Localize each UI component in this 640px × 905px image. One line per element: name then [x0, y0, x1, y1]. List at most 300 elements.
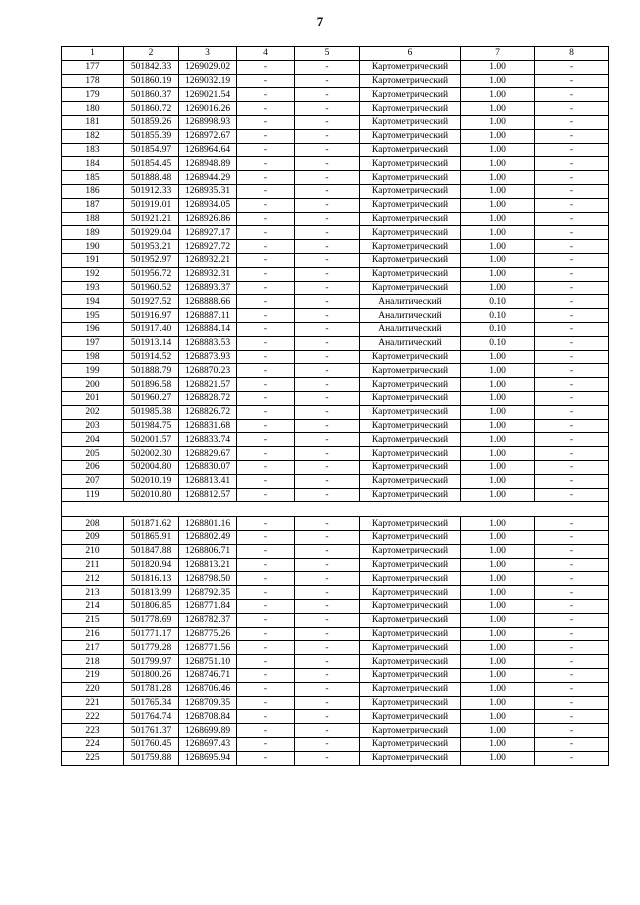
y-coordinate-cell: 1268802.49 — [179, 531, 237, 545]
col4-cell: - — [237, 102, 295, 116]
x-coordinate-cell: 501859.26 — [124, 115, 179, 129]
col4-cell: - — [237, 88, 295, 102]
col4-cell: - — [237, 309, 295, 323]
y-coordinate-cell: 1268926.86 — [179, 212, 237, 226]
y-coordinate-cell: 1268813.21 — [179, 558, 237, 572]
x-coordinate-cell: 501913.14 — [124, 336, 179, 350]
point-number-cell: 204 — [62, 433, 124, 447]
method-cell: Картометрический — [360, 350, 461, 364]
table-row — [62, 544, 609, 558]
col5-cell: - — [295, 710, 360, 724]
col8-cell: - — [535, 322, 609, 336]
col4-cell: - — [237, 751, 295, 765]
column-header: 2 — [124, 47, 179, 61]
y-coordinate-cell: 1268927.17 — [179, 226, 237, 240]
col4-cell: - — [237, 60, 295, 74]
x-coordinate-cell: 501917.40 — [124, 322, 179, 336]
table-row — [62, 115, 609, 129]
x-coordinate-cell: 501952.97 — [124, 253, 179, 267]
accuracy-cell: 1.00 — [461, 627, 535, 641]
y-coordinate-cell: 1269016.26 — [179, 102, 237, 116]
col5-cell: - — [295, 336, 360, 350]
col4-cell: - — [237, 696, 295, 710]
method-cell: Картометрический — [360, 391, 461, 405]
x-coordinate-cell: 501916.97 — [124, 309, 179, 323]
accuracy-cell: 0.10 — [461, 336, 535, 350]
col5-cell: - — [295, 129, 360, 143]
y-coordinate-cell: 1268948.89 — [179, 157, 237, 171]
y-coordinate-cell: 1268830.07 — [179, 460, 237, 474]
col4-cell: - — [237, 267, 295, 281]
col4-cell: - — [237, 517, 295, 531]
table-row — [62, 226, 609, 240]
accuracy-cell: 1.00 — [461, 738, 535, 752]
col4-cell: - — [237, 600, 295, 614]
col8-cell: - — [535, 212, 609, 226]
accuracy-cell: 1.00 — [461, 378, 535, 392]
point-number-cell: 217 — [62, 641, 124, 655]
method-cell: Аналитический — [360, 336, 461, 350]
method-cell: Аналитический — [360, 295, 461, 309]
x-coordinate-cell: 501842.33 — [124, 60, 179, 74]
col4-cell: - — [237, 281, 295, 295]
col5-cell: - — [295, 682, 360, 696]
accuracy-cell: 1.00 — [461, 613, 535, 627]
accuracy-cell: 1.00 — [461, 88, 535, 102]
point-number-cell: 181 — [62, 115, 124, 129]
col8-cell: - — [535, 572, 609, 586]
point-number-cell: 205 — [62, 447, 124, 461]
x-coordinate-cell: 501800.26 — [124, 669, 179, 683]
point-number-cell: 193 — [62, 281, 124, 295]
col5-cell: - — [295, 641, 360, 655]
col5-cell: - — [295, 115, 360, 129]
point-number-cell: 218 — [62, 655, 124, 669]
method-cell: Картометрический — [360, 474, 461, 488]
table-row — [62, 212, 609, 226]
col8-cell: - — [535, 488, 609, 502]
x-coordinate-cell: 502004.80 — [124, 460, 179, 474]
page-number: 7 — [316, 14, 324, 29]
col5-cell: - — [295, 184, 360, 198]
col4-cell: - — [237, 433, 295, 447]
col4-cell: - — [237, 627, 295, 641]
col8-cell: - — [535, 129, 609, 143]
method-cell: Картометрический — [360, 143, 461, 157]
accuracy-cell: 1.00 — [461, 544, 535, 558]
table-row — [62, 613, 609, 627]
x-coordinate-cell: 501779.28 — [124, 641, 179, 655]
x-coordinate-cell: 501927.52 — [124, 295, 179, 309]
method-cell: Картометрический — [360, 88, 461, 102]
y-coordinate-cell: 1268695.94 — [179, 751, 237, 765]
method-cell: Картометрический — [360, 460, 461, 474]
col8-cell: - — [535, 184, 609, 198]
col5-cell: - — [295, 198, 360, 212]
col8-cell: - — [535, 669, 609, 683]
x-coordinate-cell: 501912.33 — [124, 184, 179, 198]
accuracy-cell: 1.00 — [461, 433, 535, 447]
method-cell: Картометрический — [360, 253, 461, 267]
accuracy-cell: 1.00 — [461, 60, 535, 74]
point-number-cell: 190 — [62, 240, 124, 254]
method-cell: Картометрический — [360, 696, 461, 710]
col4-cell: - — [237, 350, 295, 364]
y-coordinate-cell: 1268826.72 — [179, 405, 237, 419]
x-coordinate-cell: 501896.58 — [124, 378, 179, 392]
table-row — [62, 600, 609, 614]
column-header: 4 — [237, 47, 295, 61]
method-cell: Картометрический — [360, 405, 461, 419]
method-cell: Картометрический — [360, 531, 461, 545]
x-coordinate-cell: 501984.75 — [124, 419, 179, 433]
table-row — [62, 641, 609, 655]
col8-cell: - — [535, 391, 609, 405]
table-row — [62, 364, 609, 378]
accuracy-cell: 1.00 — [461, 751, 535, 765]
y-coordinate-cell: 1268932.31 — [179, 267, 237, 281]
table-row — [62, 350, 609, 364]
method-cell: Картометрический — [360, 74, 461, 88]
col8-cell: - — [535, 198, 609, 212]
accuracy-cell: 1.00 — [461, 267, 535, 281]
x-coordinate-cell: 501855.39 — [124, 129, 179, 143]
method-cell: Картометрический — [360, 517, 461, 531]
col5-cell: - — [295, 517, 360, 531]
y-coordinate-cell: 1268821.57 — [179, 378, 237, 392]
point-number-cell: 191 — [62, 253, 124, 267]
point-number-cell: 202 — [62, 405, 124, 419]
col4-cell: - — [237, 322, 295, 336]
col8-cell: - — [535, 102, 609, 116]
accuracy-cell: 1.00 — [461, 226, 535, 240]
col4-cell: - — [237, 669, 295, 683]
col4-cell: - — [237, 558, 295, 572]
col8-cell: - — [535, 171, 609, 185]
col8-cell: - — [535, 710, 609, 724]
method-cell: Картометрический — [360, 267, 461, 281]
col4-cell: - — [237, 157, 295, 171]
method-cell: Картометрический — [360, 641, 461, 655]
method-cell: Картометрический — [360, 600, 461, 614]
col8-cell: - — [535, 60, 609, 74]
col4-cell: - — [237, 115, 295, 129]
accuracy-cell: 1.00 — [461, 517, 535, 531]
y-coordinate-cell: 1268706.46 — [179, 682, 237, 696]
coordinates-table — [61, 46, 609, 766]
x-coordinate-cell: 501960.27 — [124, 391, 179, 405]
table-row — [62, 198, 609, 212]
method-cell: Картометрический — [360, 682, 461, 696]
x-coordinate-cell: 501960.52 — [124, 281, 179, 295]
table-row — [62, 531, 609, 545]
col5-cell: - — [295, 378, 360, 392]
y-coordinate-cell: 1268964.64 — [179, 143, 237, 157]
col8-cell: - — [535, 364, 609, 378]
accuracy-cell: 1.00 — [461, 531, 535, 545]
point-number-cell: 188 — [62, 212, 124, 226]
point-number-cell: 187 — [62, 198, 124, 212]
point-number-cell: 210 — [62, 544, 124, 558]
x-coordinate-cell: 501888.48 — [124, 171, 179, 185]
col5-cell: - — [295, 240, 360, 254]
col4-cell: - — [237, 184, 295, 198]
method-cell: Картометрический — [360, 586, 461, 600]
x-coordinate-cell: 501816.13 — [124, 572, 179, 586]
y-coordinate-cell: 1268697.43 — [179, 738, 237, 752]
table-row — [62, 281, 609, 295]
x-coordinate-cell: 501921.21 — [124, 212, 179, 226]
col5-cell: - — [295, 157, 360, 171]
accuracy-cell: 1.00 — [461, 240, 535, 254]
col8-cell: - — [535, 143, 609, 157]
accuracy-cell: 1.00 — [461, 600, 535, 614]
table-row — [62, 378, 609, 392]
y-coordinate-cell: 1268801.16 — [179, 517, 237, 531]
col5-cell: - — [295, 724, 360, 738]
accuracy-cell: 1.00 — [461, 488, 535, 502]
col5-cell: - — [295, 531, 360, 545]
col4-cell: - — [237, 488, 295, 502]
accuracy-cell: 1.00 — [461, 655, 535, 669]
col8-cell: - — [535, 405, 609, 419]
col4-cell: - — [237, 572, 295, 586]
table-row — [62, 74, 609, 88]
table-row — [62, 143, 609, 157]
table-row — [62, 419, 609, 433]
point-number-cell: 207 — [62, 474, 124, 488]
col4-cell: - — [237, 724, 295, 738]
accuracy-cell: 1.00 — [461, 391, 535, 405]
x-coordinate-cell: 501953.21 — [124, 240, 179, 254]
table-row — [62, 309, 609, 323]
col4-cell: - — [237, 655, 295, 669]
y-coordinate-cell: 1268813.41 — [179, 474, 237, 488]
col4-cell: - — [237, 240, 295, 254]
col4-cell: - — [237, 613, 295, 627]
point-number-cell: 179 — [62, 88, 124, 102]
table-row — [62, 295, 609, 309]
y-coordinate-cell: 1268709.35 — [179, 696, 237, 710]
y-coordinate-cell: 1268771.84 — [179, 600, 237, 614]
table-row — [62, 336, 609, 350]
col4-cell: - — [237, 641, 295, 655]
col4-cell: - — [237, 460, 295, 474]
x-coordinate-cell: 501781.28 — [124, 682, 179, 696]
y-coordinate-cell: 1268699.89 — [179, 724, 237, 738]
col4-cell: - — [237, 226, 295, 240]
table-row — [62, 322, 609, 336]
table-row — [62, 627, 609, 641]
x-coordinate-cell: 502010.80 — [124, 488, 179, 502]
col5-cell: - — [295, 696, 360, 710]
y-coordinate-cell: 1268708.84 — [179, 710, 237, 724]
y-coordinate-cell: 1268972.67 — [179, 129, 237, 143]
table-row — [62, 488, 609, 502]
col5-cell: - — [295, 474, 360, 488]
col4-cell: - — [237, 738, 295, 752]
method-cell: Картометрический — [360, 488, 461, 502]
x-coordinate-cell: 501806.85 — [124, 600, 179, 614]
accuracy-cell: 1.00 — [461, 696, 535, 710]
y-coordinate-cell: 1268812.57 — [179, 488, 237, 502]
col5-cell: - — [295, 572, 360, 586]
col5-cell: - — [295, 60, 360, 74]
table-row — [62, 60, 609, 74]
x-coordinate-cell: 501860.37 — [124, 88, 179, 102]
point-number-cell: 222 — [62, 710, 124, 724]
col4-cell: - — [237, 447, 295, 461]
accuracy-cell: 0.10 — [461, 309, 535, 323]
accuracy-cell: 1.00 — [461, 129, 535, 143]
column-header: 5 — [295, 47, 360, 61]
col8-cell: - — [535, 474, 609, 488]
method-cell: Картометрический — [360, 212, 461, 226]
col4-cell: - — [237, 143, 295, 157]
y-coordinate-cell: 1268831.68 — [179, 419, 237, 433]
method-cell: Картометрический — [360, 710, 461, 724]
method-cell: Картометрический — [360, 544, 461, 558]
table-row — [62, 405, 609, 419]
col5-cell: - — [295, 171, 360, 185]
y-coordinate-cell: 1269029.02 — [179, 60, 237, 74]
method-cell: Картометрический — [360, 613, 461, 627]
x-coordinate-cell: 501771.17 — [124, 627, 179, 641]
table-row — [62, 710, 609, 724]
point-number-cell: 215 — [62, 613, 124, 627]
accuracy-cell: 1.00 — [461, 184, 535, 198]
x-coordinate-cell: 502002.30 — [124, 447, 179, 461]
col5-cell: - — [295, 544, 360, 558]
point-number-cell: 219 — [62, 669, 124, 683]
col4-cell: - — [237, 419, 295, 433]
y-coordinate-cell: 1268888.66 — [179, 295, 237, 309]
accuracy-cell: 1.00 — [461, 669, 535, 683]
point-number-cell: 211 — [62, 558, 124, 572]
col4-cell: - — [237, 405, 295, 419]
y-coordinate-cell: 1268932.21 — [179, 253, 237, 267]
column-header: 8 — [535, 47, 609, 61]
col5-cell: - — [295, 558, 360, 572]
point-number-cell: 221 — [62, 696, 124, 710]
y-coordinate-cell: 1268771.56 — [179, 641, 237, 655]
method-cell: Картометрический — [360, 102, 461, 116]
method-cell: Аналитический — [360, 322, 461, 336]
x-coordinate-cell: 502001.57 — [124, 433, 179, 447]
y-coordinate-cell: 1268806.71 — [179, 544, 237, 558]
table-row — [62, 184, 609, 198]
y-coordinate-cell: 1268873.93 — [179, 350, 237, 364]
x-coordinate-cell: 501761.37 — [124, 724, 179, 738]
col8-cell: - — [535, 586, 609, 600]
y-coordinate-cell: 1268829.67 — [179, 447, 237, 461]
accuracy-cell: 1.00 — [461, 350, 535, 364]
table-row — [62, 738, 609, 752]
method-cell: Картометрический — [360, 572, 461, 586]
col5-cell: - — [295, 309, 360, 323]
col5-cell: - — [295, 226, 360, 240]
table-body-first-contour — [62, 60, 609, 502]
y-coordinate-cell: 1268893.37 — [179, 281, 237, 295]
method-cell: Картометрический — [360, 751, 461, 765]
col5-cell: - — [295, 88, 360, 102]
col5-cell: - — [295, 212, 360, 226]
accuracy-cell: 1.00 — [461, 198, 535, 212]
point-number-cell: 180 — [62, 102, 124, 116]
accuracy-cell: 1.00 — [461, 724, 535, 738]
col5-cell: - — [295, 419, 360, 433]
col4-cell: - — [237, 74, 295, 88]
point-number-cell: 223 — [62, 724, 124, 738]
col5-cell: - — [295, 350, 360, 364]
x-coordinate-cell: 501778.69 — [124, 613, 179, 627]
col8-cell: - — [535, 74, 609, 88]
accuracy-cell: 1.00 — [461, 281, 535, 295]
table-row — [62, 391, 609, 405]
table-row — [62, 724, 609, 738]
point-number-cell: 189 — [62, 226, 124, 240]
accuracy-cell: 1.00 — [461, 212, 535, 226]
x-coordinate-cell: 502010.19 — [124, 474, 179, 488]
col8-cell: - — [535, 517, 609, 531]
y-coordinate-cell: 1268828.72 — [179, 391, 237, 405]
col8-cell: - — [535, 460, 609, 474]
x-coordinate-cell: 501799.97 — [124, 655, 179, 669]
col5-cell: - — [295, 364, 360, 378]
point-number-cell: 196 — [62, 322, 124, 336]
col5-cell: - — [295, 295, 360, 309]
column-header: 3 — [179, 47, 237, 61]
col5-cell: - — [295, 600, 360, 614]
col5-cell: - — [295, 322, 360, 336]
method-cell: Картометрический — [360, 171, 461, 185]
y-coordinate-cell: 1268870.23 — [179, 364, 237, 378]
col4-cell: - — [237, 586, 295, 600]
y-coordinate-cell: 1268944.29 — [179, 171, 237, 185]
y-coordinate-cell: 1268927.72 — [179, 240, 237, 254]
accuracy-cell: 1.00 — [461, 157, 535, 171]
table-row — [62, 129, 609, 143]
point-number-cell: 206 — [62, 460, 124, 474]
table-header — [62, 47, 609, 61]
col8-cell: - — [535, 378, 609, 392]
point-number-cell: 225 — [62, 751, 124, 765]
contour-separator — [62, 502, 609, 517]
point-number-cell: 178 — [62, 74, 124, 88]
method-cell: Картометрический — [360, 198, 461, 212]
x-coordinate-cell: 501956.72 — [124, 267, 179, 281]
y-coordinate-cell: 1268746.71 — [179, 669, 237, 683]
col8-cell: - — [535, 253, 609, 267]
point-number-cell: 199 — [62, 364, 124, 378]
col8-cell: - — [535, 309, 609, 323]
col8-cell: - — [535, 267, 609, 281]
blank-row — [62, 502, 609, 517]
y-coordinate-cell: 1268998.93 — [179, 115, 237, 129]
method-cell: Аналитический — [360, 309, 461, 323]
col4-cell: - — [237, 129, 295, 143]
method-cell: Картометрический — [360, 627, 461, 641]
col8-cell: - — [535, 738, 609, 752]
x-coordinate-cell: 501854.45 — [124, 157, 179, 171]
column-header: 6 — [360, 47, 461, 61]
y-coordinate-cell: 1268751.10 — [179, 655, 237, 669]
x-coordinate-cell: 501854.97 — [124, 143, 179, 157]
col4-cell: - — [237, 391, 295, 405]
x-coordinate-cell: 501985.38 — [124, 405, 179, 419]
col8-cell: - — [535, 295, 609, 309]
point-number-cell: 216 — [62, 627, 124, 641]
